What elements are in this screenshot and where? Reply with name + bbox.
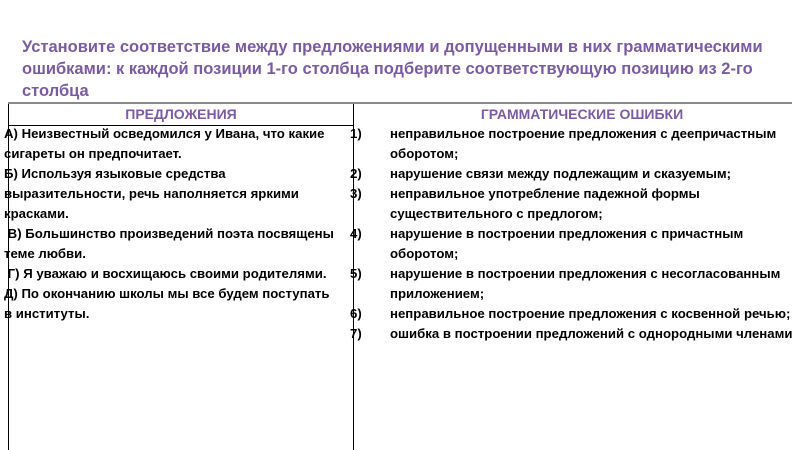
sentence-item: Г) Я уважаю и восхищаюсь своими родителями. xyxy=(4,266,327,281)
error-number: 4) xyxy=(350,226,362,241)
matching-table xyxy=(0,102,800,450)
sentence-item: Б) Используя языковые средства выразительности, речь наполняется яркими красками. xyxy=(4,166,299,221)
error-number: 7) xyxy=(350,326,362,341)
error-text: нарушение связи между подлежащим и сказуемым; xyxy=(390,166,731,181)
error-number: 6) xyxy=(350,306,362,321)
error-number: 2) xyxy=(350,166,362,181)
sentences-header: ПРЕДЛОЖЕНИЯ xyxy=(9,104,353,126)
error-item xyxy=(350,304,794,324)
sentences-list xyxy=(4,124,340,324)
slide-title: Установите соответствие между предложениями и допущенными в них грамматическими ошибками: к каждой позиции 1-го столбца подберите соответствующую позицию из 2-го столбца xyxy=(22,38,763,100)
error-text: нарушение в построении предложения с несогласованным приложением; xyxy=(390,266,781,301)
error-text: неправильное построение предложения с деепричастным оборотом; xyxy=(390,126,777,161)
error-item xyxy=(350,264,794,304)
error-number: 1) xyxy=(350,126,362,141)
error-item xyxy=(350,184,794,224)
error-item xyxy=(350,324,794,344)
errors-header: ГРАММАТИЧЕСКИЕ ОШИБКИ xyxy=(480,106,684,122)
error-text: неправильное употребление падежной формы существительного с предлогом; xyxy=(390,186,700,221)
error-number: 3) xyxy=(350,186,362,201)
errors-list xyxy=(350,124,794,344)
error-item xyxy=(350,164,794,184)
error-text: ошибка в построении предложений с однородными членами xyxy=(390,326,793,341)
sentence-item: Д) По окончанию школы мы все будем поступать в институты. xyxy=(4,286,330,321)
sentence-item: В) Большинство произведений поэта посвящены теме любви. xyxy=(4,226,338,261)
error-text: нарушение в построении предложения с причастным оборотом; xyxy=(390,226,744,261)
error-item xyxy=(350,224,794,264)
error-number: 5) xyxy=(350,266,362,281)
sentence-item: А) Неизвестный осведомился у Ивана, что какие сигареты он предпочитает. xyxy=(4,126,325,161)
error-text: неправильное построение предложения с косвенной речью; xyxy=(390,306,791,321)
error-item xyxy=(350,124,794,164)
